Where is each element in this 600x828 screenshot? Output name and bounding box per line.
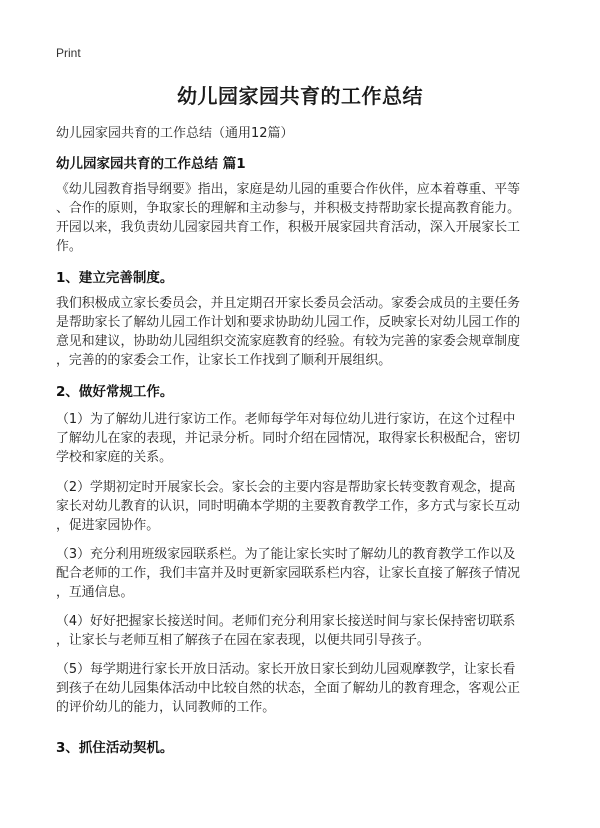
paragraph-line: 了解幼儿在家的表现，并记录分析。同时介绍在园情况，取得家长积极配合，密切 (56, 431, 521, 446)
page-title: 幼儿园家园共育的工作总结 (177, 84, 423, 108)
paragraph-line: 的评价幼儿的能力，认同教师的工作。 (56, 700, 276, 715)
section-2-item-4 (56, 612, 552, 650)
paragraph-line: 《幼儿园教育指导纲要》指出，家庭是幼儿园的重要合作伙伴，应本着尊重、平等 (56, 182, 521, 197)
paragraph-line: （1）为了解幼儿进行家访工作。老师每学年对每位幼儿进行家访，在这个过程中 (56, 412, 516, 427)
paragraph-line: ，促进家园协作。 (56, 518, 160, 533)
paragraph-line: ，让家长与老师互相了解孩子在园在家表现，以便共同引导孩子。 (56, 633, 430, 648)
paragraph-line: 是帮助家长了解幼儿园工作计划和要求协助幼儿园工作，反映家长对幼儿园工作的 (56, 315, 521, 330)
paragraph-line: （5）每学期进行家长开放日活动。家长开放日家长到幼儿园观摩教学，让家长看 (56, 662, 516, 677)
paragraph-line: 到孩子在幼儿园集体活动中比较自然的状态，全面了解幼儿的教育理念，客观公正 (56, 681, 521, 696)
paragraph-line: 作。 (56, 239, 82, 254)
paragraph-line: ，完善的的家委会工作，让家长工作找到了顺利开展组织。 (56, 353, 392, 368)
section-heading-1: 1、建立完善制度。 (56, 270, 174, 286)
intro-paragraph (56, 180, 552, 256)
section-2-item-5 (56, 660, 552, 717)
paragraph-line: （4）好好把握家长接送时间。老师们充分利用家长接送时间与家长保持密切联系 (56, 614, 516, 629)
paragraph-line: 开园以来，我负责幼儿园家园共育工作，积极开展家园共育活动，深入开展家长工 (56, 220, 521, 235)
paragraph-line: （3）充分利用班级家园联系栏。为了能让家长实时了解幼儿的教育教学工作以及 (56, 547, 516, 562)
section-heading-2: 2、做好常规工作。 (56, 384, 174, 400)
paragraph-line: 我们积极成立家长委员会，并且定期召开家长委员会活动。家委会成员的主要任务 (56, 296, 521, 311)
paragraph-line: 配合老师的工作，我们丰富并及时更新家园联系栏内容，让家长直接了解孩子情况 (56, 566, 521, 581)
paragraph-line: 、合作的原则，争取家长的理解和主动参与，并积极支持帮助家长提高教育能力。 (56, 201, 521, 216)
section-2-item-1 (56, 410, 552, 467)
paragraph-line: 学校和家庭的关系。 (56, 450, 173, 465)
section-heading-3: 3、抓住活动契机。 (56, 740, 174, 756)
section-2-item-2 (56, 478, 552, 535)
paragraph-line: 意见和建议，协助幼儿园组织交流家庭教育的经验。有较为完善的家委会规章制度 (56, 334, 521, 349)
section-2-item-3 (56, 545, 552, 602)
paragraph-line: ，互通信息。 (56, 585, 134, 600)
print-label: Print (56, 46, 81, 60)
article-heading: 幼儿园家园共育的工作总结 篇1 (56, 156, 246, 172)
section-1-paragraph (56, 294, 552, 370)
paragraph-line: 家长对幼儿教育的认识，同时明确本学期的主要教育教学工作，多方式与家长互动 (56, 499, 521, 514)
document-subtitle: 幼儿园家园共育的工作总结（通用12篇） (56, 126, 294, 141)
paragraph-line: （2）学期初定时开展家长会。家长会的主要内容是帮助家长转变教育观念，提高 (56, 480, 516, 495)
